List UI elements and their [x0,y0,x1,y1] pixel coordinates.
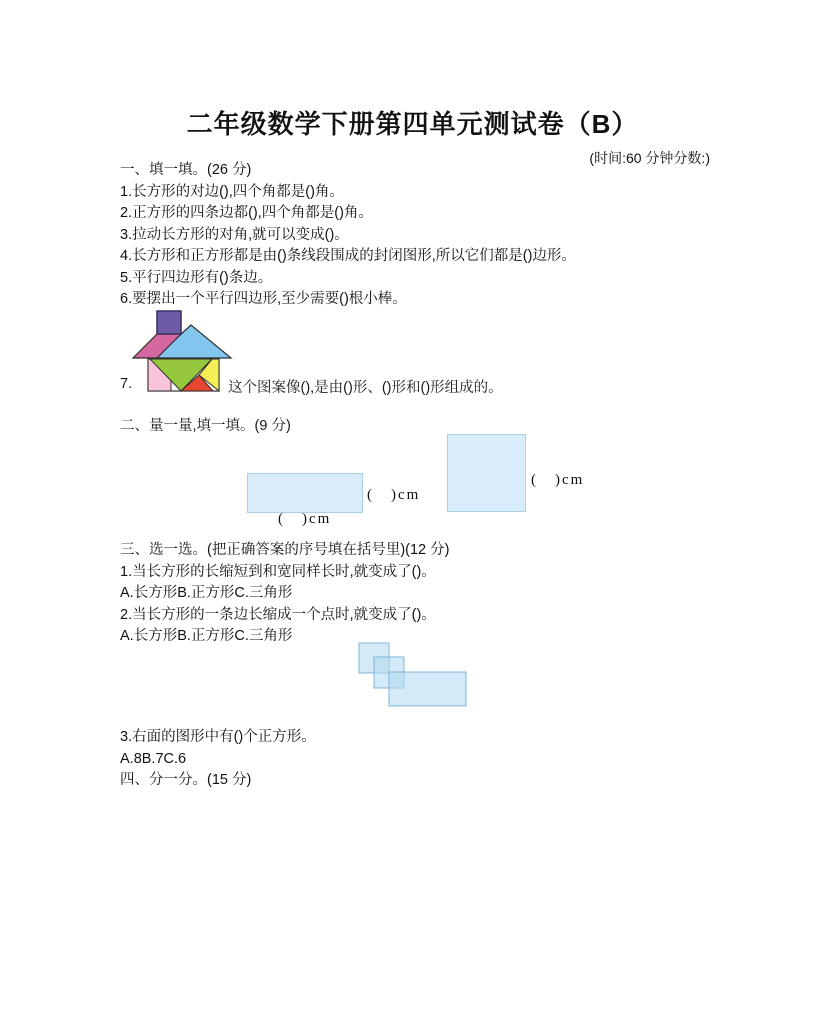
question-7-text: 这个图案像(),是由()形、()形和()形组成的。 [228,380,503,396]
rect-width-label: ( )cm [367,487,421,503]
overlapping-squares-figure [355,640,470,710]
section-3 [120,540,449,648]
measure-square-figure [447,434,526,512]
section-4-heading: 四、分一分。(15 分) [120,772,252,788]
section-1-heading: 一、填一填。(26 分) [120,162,252,178]
question-line: 1.当长方形的长缩短到和宽同样长时,就变成了()。 [120,563,436,580]
question-line: 4.长方形和正方形都是由()条线段围成的封闭图形,所以它们都是()边形。 [120,248,576,264]
question-line: 2.正方形的四条边都(),四个角都是()角。 [120,205,373,221]
question-line: 1.长方形的对边(),四个角都是()角。 [120,183,344,200]
square-side-label: ( )cm [531,472,585,488]
tangram-house-figure [128,306,234,398]
section-1 [120,160,576,311]
rect-length-label: ( )cm [278,511,332,527]
section-2-heading: 二、量一量,填一填。(9 分) [120,418,291,434]
option-line: A.长方形B.正方形C.三角形 [120,628,293,644]
measure-square [448,435,526,512]
section-3-tail-and-section-4 [120,727,316,792]
question-line: 5.平行四边形有()条边。 [120,269,273,286]
question-line: 3.右面的图形中有()个正方形。 [120,729,316,745]
question-7-number: 7. [120,376,133,392]
page-title: 二年级数学下册第四单元测试卷（B） [186,109,639,139]
exam-meta: (时间:60 分钟分数:) [589,150,710,166]
overlap-rectangle [389,672,466,706]
option-line: A.长方形B.正方形C.三角形 [120,585,293,601]
question-line: 6.要摆出一个平行四边形,至少需要()根小棒。 [120,291,407,307]
section-3-heading: 三、选一选。(把正确答案的序号填在括号里)(12 分) [120,542,450,558]
question-line: 3.拉动长方形的对角,就可以变成()。 [120,226,349,243]
option-line: A.8B.7C.6 [120,750,187,767]
question-line: 2.当长方形的一条边长缩成一个点时,就变成了()。 [120,606,436,623]
house-chimney-square [157,311,181,334]
